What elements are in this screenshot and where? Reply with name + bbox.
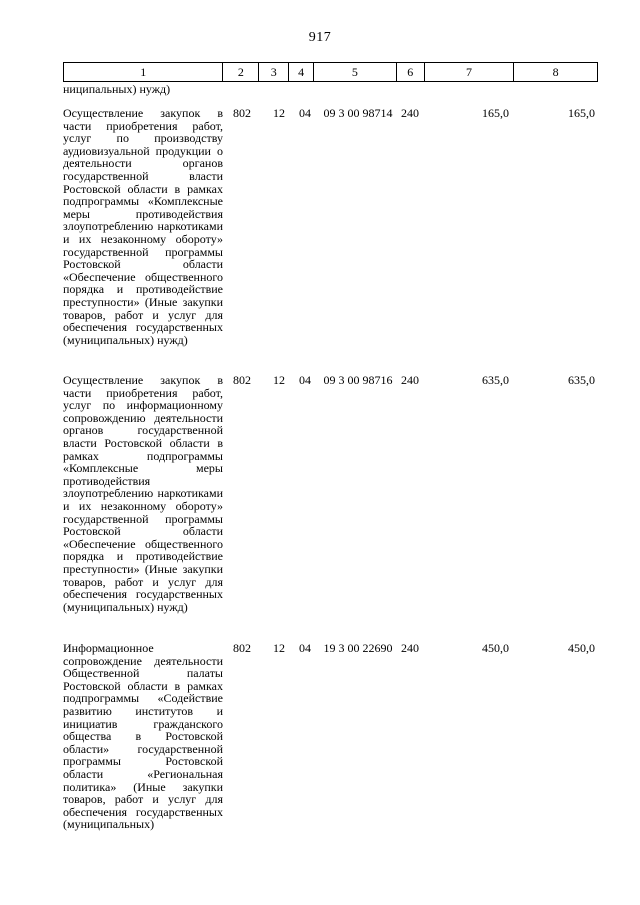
cell-section: 12: [273, 106, 285, 120]
cell-subsection: 04: [299, 373, 311, 387]
continuation-text: ниципальных) нужд): [63, 82, 171, 96]
cell-subsection: 04: [299, 106, 311, 120]
table-header: [63, 62, 598, 82]
cell-target-article: 09 3 00 98714: [323, 106, 393, 120]
row-description: Осуществление закупок в части приобретения работ, услуг по производству аудиовизуальной продукции о деятельности органов государственной власти Ростовской области в рамках подпрограммы «Комплексные меры противодействия злоупотреблению наркотиками и их незаконному обороту» государственной программы Ростовской области «Обеспечение общественного порядка и противодействие преступности» (Иные закупки товаров, работ и услуг для обеспечения государственных (муниципальных) нужд): [63, 106, 223, 347]
cell-ministry: 802: [233, 373, 251, 387]
cell-amount-1: 165,0: [482, 106, 509, 120]
header-col-2: 2: [223, 63, 259, 81]
row-description: Информационное сопровождение деятельности Общественной палаты Ростовской области в рамках подпрограммы «Содействие развитию институтов и инициатив гражданского общества в Ростовской области» государственной программы Ростовской области «Региональная политика» (Иные закупки товаров, работ и услуг для обеспечения государственных (муниципальных): [63, 641, 223, 832]
cell-section: 12: [273, 373, 285, 387]
header-col-7: 7: [425, 63, 515, 81]
cell-expense-type: 240: [401, 373, 419, 387]
cell-amount-2: 165,0: [568, 106, 595, 120]
cell-amount-2: 450,0: [568, 641, 595, 655]
cell-amount-2: 635,0: [568, 373, 595, 387]
cell-amount-1: 635,0: [482, 373, 509, 387]
row-description: Осуществление закупок в части приобретения работ, услуг по информационному сопровождению деятельности органов государственной власти Ростовской области в рамках подпрограммы «Комплексные меры противодействия злоупотреблению наркотиками и их незаконному обороту» государственной программы Ростовской области «Обеспечение общественного порядка и противодействие преступности» (Иные закупки товаров, работ и услуг для обеспечения государственных (муниципальных) нужд): [63, 373, 223, 614]
header-col-5: 5: [314, 63, 397, 81]
header-col-3: 3: [259, 63, 289, 81]
header-col-1: 1: [64, 63, 223, 81]
cell-ministry: 802: [233, 106, 251, 120]
header-col-4: 4: [289, 63, 314, 81]
cell-expense-type: 240: [401, 106, 419, 120]
page-number: 917: [308, 30, 332, 45]
cell-target-article: 09 3 00 98716: [323, 373, 393, 387]
cell-target-article: 19 3 00 22690: [323, 641, 393, 655]
cell-ministry: 802: [233, 641, 251, 655]
header-col-8: 8: [552, 65, 559, 79]
cell-section: 12: [273, 641, 285, 655]
cell-amount-1: 450,0: [482, 641, 509, 655]
cell-subsection: 04: [299, 641, 311, 655]
cell-expense-type: 240: [401, 641, 419, 655]
header-col-6: 6: [397, 63, 425, 81]
